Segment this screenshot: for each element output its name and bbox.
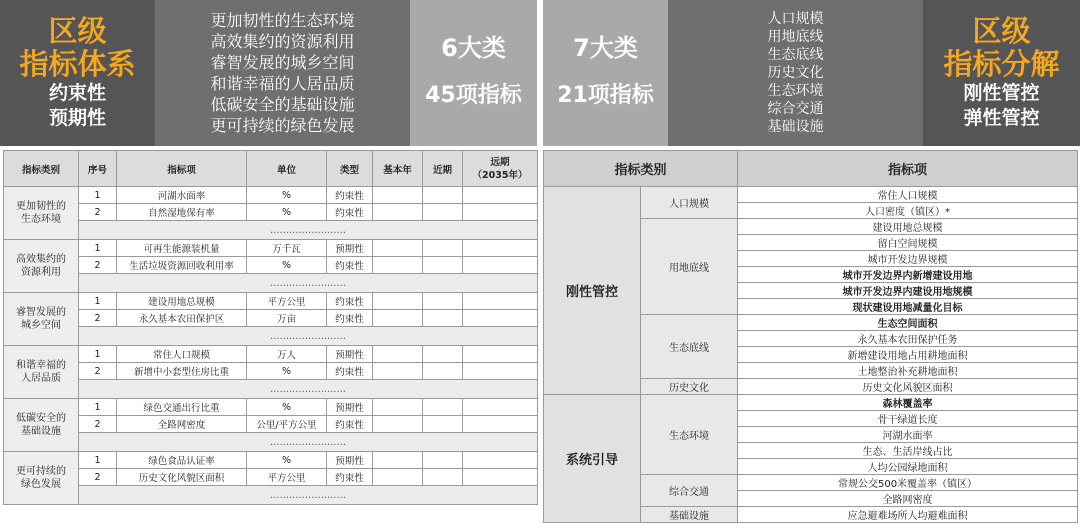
cell-no: 1 (79, 240, 117, 257)
category-label: 绿色发展 (21, 479, 61, 490)
right-sub2: 弹性管控 (963, 107, 1040, 129)
cell-empty (373, 240, 423, 257)
right-category-list (768, 10, 824, 136)
cell-item: 历史文化风貌区面积 (117, 469, 247, 486)
cell-no: 2 (79, 310, 117, 327)
cell-item: 绿色食品认证率 (117, 452, 247, 469)
cell-type: 约束性 (327, 363, 373, 380)
ellipsis-row (4, 433, 538, 452)
indicator-item-cell: 留白空间规模 (738, 235, 1078, 251)
cell-unit: % (247, 257, 327, 274)
cell-type: 预期性 (327, 346, 373, 363)
col-header-near-term: 近期 (423, 151, 463, 187)
category-item: 基础设施 (767, 119, 824, 135)
cell-unit: 平方公里 (247, 469, 327, 486)
table-row (4, 469, 538, 486)
indicator-item-cell: 全路网密度 (738, 491, 1078, 507)
category-item: 历史文化 (767, 65, 824, 81)
cell-empty (423, 187, 463, 204)
rigid-control-cell: 刚性管控 (544, 187, 641, 395)
cell-unit: % (247, 204, 327, 221)
indicator-item-cell: 现状建设用地减量化目标 (738, 299, 1078, 315)
category-cell (4, 293, 79, 346)
cell-empty (423, 204, 463, 221)
cell-type: 约束性 (327, 293, 373, 310)
goal-item: 睿智发展的城乡空间 (210, 53, 355, 72)
cell-empty (373, 187, 423, 204)
category-cell (4, 187, 79, 240)
cell-empty (463, 452, 538, 469)
ellipsis-cell: …………………… (79, 380, 538, 399)
goal-item: 高效集约的资源利用 (210, 32, 355, 51)
goal-item: 和谐幸福的人居品质 (210, 74, 355, 93)
cell-no: 1 (79, 346, 117, 363)
cell-empty (373, 257, 423, 274)
cell-empty (373, 399, 423, 416)
goal-item: 低碳安全的基础设施 (210, 95, 355, 114)
indicator-item-cell: 建设用地总规模 (738, 219, 1078, 235)
col-header-no: 序号 (79, 151, 117, 187)
cell-empty (373, 416, 423, 433)
right-count-line2: 21项指标 (557, 83, 654, 108)
cell-empty (423, 416, 463, 433)
indicator-item-cell: 森林覆盖率 (738, 395, 1078, 411)
left-indicator-table (3, 150, 538, 505)
indicator-item-cell: 永久基本农田保护任务 (738, 331, 1078, 347)
category-cell (4, 399, 79, 452)
col-header-category: 指标类别 (4, 151, 79, 187)
category-cell (4, 346, 79, 399)
indicator-item-cell: 土地整治补充耕地面积 (738, 363, 1078, 379)
cell-empty (463, 187, 538, 204)
goal-item: 更可持续的绿色发展 (210, 116, 355, 135)
table-row (4, 204, 538, 221)
cell-type: 约束性 (327, 204, 373, 221)
right-categories-block (668, 0, 923, 146)
right-col-header-item: 指标项 (738, 151, 1078, 187)
cell-item: 常住人口规模 (117, 346, 247, 363)
cell-item: 永久基本农田保护区 (117, 310, 247, 327)
indicator-item-cell: 常住人口规模 (738, 187, 1078, 203)
cell-empty (423, 399, 463, 416)
cell-empty (373, 346, 423, 363)
table-row (4, 257, 538, 274)
cell-unit: 公里/平方公里 (247, 416, 327, 433)
subcategory-cell: 生态环境 (641, 395, 738, 475)
cell-type: 约束性 (327, 416, 373, 433)
cell-empty (423, 240, 463, 257)
subcategory-cell: 人口规模 (641, 187, 738, 219)
cell-empty (423, 363, 463, 380)
cell-type: 预期性 (327, 452, 373, 469)
category-label: 基础设施 (21, 426, 61, 437)
cell-empty (463, 399, 538, 416)
table-row (4, 240, 538, 257)
cell-empty (463, 204, 538, 221)
ellipsis-cell: …………………… (79, 221, 538, 240)
cell-unit: % (247, 187, 327, 204)
cell-empty (423, 346, 463, 363)
right-col-header-category: 指标类别 (544, 151, 738, 187)
subcategory-cell: 历史文化 (641, 379, 738, 395)
indicator-item-cell: 生态、生活岸线占比 (738, 443, 1078, 459)
cell-item: 河湖水面率 (117, 187, 247, 204)
ellipsis-row (4, 274, 538, 293)
table-row (4, 416, 538, 433)
category-label: 和谐幸福的 (16, 360, 66, 371)
right-sub1: 刚性管控 (963, 82, 1040, 104)
cell-unit: 平方公里 (247, 293, 327, 310)
cell-unit: 万亩 (247, 310, 327, 327)
col-header-unit: 单位 (247, 151, 327, 187)
right-count-block (543, 0, 668, 146)
category-item: 用地底线 (767, 29, 824, 45)
cell-no: 2 (79, 363, 117, 380)
left-panel (0, 0, 537, 529)
cell-type: 约束性 (327, 310, 373, 327)
indicator-item-cell: 人均公园绿地面积 (738, 459, 1078, 475)
right-title-line2: 指标分解 (943, 47, 1060, 81)
indicator-item-cell: 常规公交500米覆盖率（镇区） (738, 475, 1078, 491)
ellipsis-row (4, 327, 538, 346)
table-row (4, 363, 538, 380)
category-label: 高效集约的 (16, 254, 66, 265)
col-header-type: 类型 (327, 151, 373, 187)
col-header-long-term (463, 151, 538, 187)
right-title-block (923, 0, 1080, 146)
cell-no: 2 (79, 469, 117, 486)
cell-empty (463, 310, 538, 327)
ellipsis-row (4, 486, 538, 505)
left-count-line2: 45项指标 (425, 83, 522, 108)
cell-no: 1 (79, 399, 117, 416)
ellipsis-cell: …………………… (79, 486, 538, 505)
table-row (544, 187, 1078, 203)
category-cell (4, 240, 79, 293)
cell-unit: % (247, 452, 327, 469)
left-goals-block (155, 0, 410, 146)
indicator-item-cell: 河湖水面率 (738, 427, 1078, 443)
long-term-year: （2035年） (472, 169, 528, 181)
subcategory-cell: 用地底线 (641, 219, 738, 315)
indicator-item-cell: 城市开发边界内新增建设用地 (738, 267, 1078, 283)
cell-empty (463, 363, 538, 380)
cell-empty (373, 363, 423, 380)
cell-item: 新增中小套型住房比重 (117, 363, 247, 380)
left-count-line1: 6大类 (441, 34, 506, 62)
category-cell (4, 452, 79, 505)
cell-empty (423, 452, 463, 469)
subcategory-cell: 基础设施 (641, 507, 738, 523)
right-indicator-table (543, 150, 1078, 523)
cell-empty (463, 346, 538, 363)
category-item: 人口规模 (767, 11, 824, 27)
ellipsis-row (4, 221, 538, 240)
indicator-item-cell: 城市开发边界规模 (738, 251, 1078, 267)
table-row (4, 346, 538, 363)
cell-type: 预期性 (327, 240, 373, 257)
cell-empty (423, 293, 463, 310)
cell-empty (423, 310, 463, 327)
left-sub2: 预期性 (48, 107, 106, 129)
ellipsis-cell: …………………… (79, 274, 538, 293)
cell-empty (373, 469, 423, 486)
cell-no: 1 (79, 293, 117, 310)
category-label: 人居品质 (21, 373, 61, 384)
cell-empty (463, 240, 538, 257)
right-title-line1: 区级 (972, 14, 1031, 48)
subcategory-cell: 生态底线 (641, 315, 738, 379)
category-item: 综合交通 (767, 101, 824, 117)
left-title-block (0, 0, 155, 146)
cell-empty (373, 310, 423, 327)
indicator-item-cell: 历史文化风貌区面积 (738, 379, 1078, 395)
left-sub1: 约束性 (48, 82, 106, 104)
subcategory-cell: 综合交通 (641, 475, 738, 507)
cell-empty (463, 416, 538, 433)
long-term-label: 远期 (490, 156, 510, 168)
category-label: 生态环境 (21, 214, 61, 225)
indicator-item-cell: 骨干绿道长度 (738, 411, 1078, 427)
system-guide-cell: 系统引导 (544, 395, 641, 523)
col-header-item: 指标项 (117, 151, 247, 187)
indicator-item-cell: 应急避难场所人均避难面积 (738, 507, 1078, 523)
col-header-base-year: 基本年 (373, 151, 423, 187)
cell-item: 建设用地总规模 (117, 293, 247, 310)
category-label: 睿智发展的 (16, 307, 66, 318)
table-row (544, 395, 1078, 411)
cell-item: 绿色交通出行比重 (117, 399, 247, 416)
cell-empty (423, 469, 463, 486)
table-row (4, 293, 538, 310)
cell-empty (373, 452, 423, 469)
ellipsis-cell: …………………… (79, 327, 538, 346)
cell-item: 全路网密度 (117, 416, 247, 433)
cell-item: 生活垃圾资源回收利用率 (117, 257, 247, 274)
cell-type: 约束性 (327, 187, 373, 204)
ellipsis-row (4, 380, 538, 399)
cell-no: 2 (79, 257, 117, 274)
cell-type: 约束性 (327, 257, 373, 274)
cell-unit: % (247, 363, 327, 380)
cell-unit: 万人 (247, 346, 327, 363)
category-label: 城乡空间 (21, 320, 61, 331)
cell-no: 1 (79, 187, 117, 204)
indicator-item-cell: 人口密度（镇区）* (738, 203, 1078, 219)
cell-type: 预期性 (327, 399, 373, 416)
left-count-block (410, 0, 537, 146)
right-panel (543, 0, 1080, 529)
cell-no: 1 (79, 452, 117, 469)
cell-item: 可再生能源装机量 (117, 240, 247, 257)
category-label: 资源利用 (21, 267, 61, 278)
cell-empty (463, 293, 538, 310)
cell-unit: % (247, 399, 327, 416)
table-row (4, 399, 538, 416)
ellipsis-cell: …………………… (79, 433, 538, 452)
category-label: 低碳安全的 (16, 413, 66, 424)
cell-type: 约束性 (327, 469, 373, 486)
cell-empty (373, 293, 423, 310)
cell-item: 自然湿地保有率 (117, 204, 247, 221)
left-title-line2: 指标体系 (19, 47, 136, 81)
cell-empty (423, 257, 463, 274)
goal-list (210, 10, 354, 136)
cell-no: 2 (79, 204, 117, 221)
left-title-line1: 区级 (48, 14, 107, 48)
cell-unit: 万千瓦 (247, 240, 327, 257)
table-row (4, 187, 538, 204)
table-row (4, 452, 538, 469)
right-count-line1: 7大类 (573, 34, 638, 62)
cell-empty (463, 469, 538, 486)
cell-empty (373, 204, 423, 221)
category-label: 更可持续的 (16, 466, 66, 477)
goal-item: 更加韧性的生态环境 (210, 11, 355, 30)
cell-empty (463, 257, 538, 274)
cell-no: 2 (79, 416, 117, 433)
category-label: 更加韧性的 (16, 201, 66, 212)
indicator-item-cell: 生态空间面积 (738, 315, 1078, 331)
category-item: 生态底线 (767, 47, 824, 63)
table-row (4, 310, 538, 327)
indicator-item-cell: 新增建设用地占用耕地面积 (738, 347, 1078, 363)
category-item: 生态环境 (767, 83, 824, 99)
indicator-item-cell: 城市开发边界内建设用地规模 (738, 283, 1078, 299)
